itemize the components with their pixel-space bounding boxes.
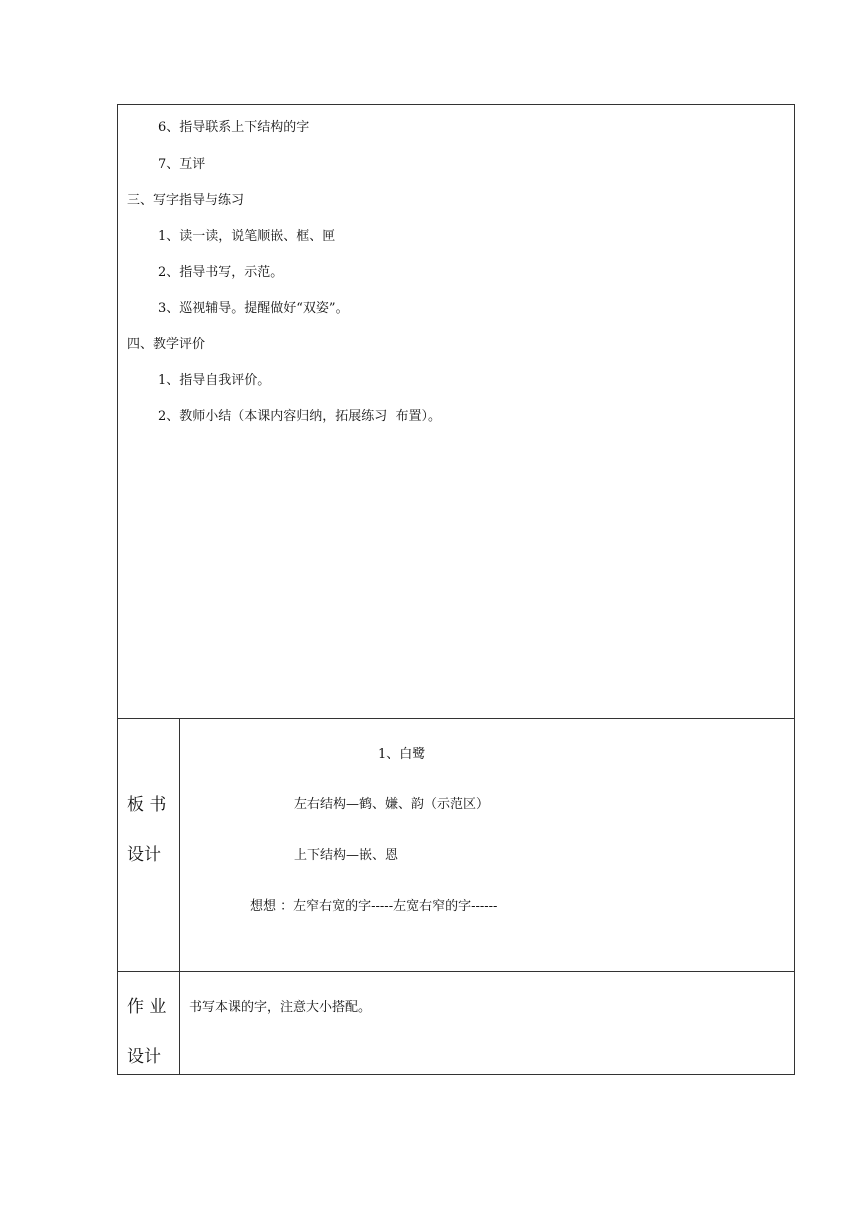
- table-divider-board: [117, 718, 795, 719]
- board-row-left-right: 左右结构—鹤、嫌、韵（示范区）: [294, 797, 490, 812]
- board-design-label-2: 设计: [127, 845, 161, 865]
- section-4-item-2: 2、教师小结（本课内容归纳，拓展练习 布置）。: [158, 409, 442, 424]
- board-row-top-bottom: 上下结构—嵌、恩: [294, 848, 399, 863]
- lesson-table: [117, 104, 795, 1075]
- homework-label-2: 设计: [127, 1047, 161, 1067]
- board-design-label-1: 板 书: [127, 795, 167, 815]
- board-row-think: 想想 ：左窄右宽的字-----左宽右窄的字------: [250, 899, 498, 914]
- section-3-item-3: 3、巡视辅导。提醒做好“双姿”。: [158, 301, 349, 316]
- table-divider-homework: [117, 971, 795, 972]
- section-3-item-2: 2、指导书写，示范。: [158, 265, 284, 280]
- homework-content: 书写本课的字，注意大小搭配。: [189, 1000, 372, 1015]
- section-3-item-1: 1、读一读，说笔顺嵌、框、匣: [158, 229, 336, 244]
- section-4-heading: 四、教学评价: [127, 337, 206, 352]
- step-7: 7、互评: [158, 157, 206, 172]
- homework-label-1: 作 业: [127, 997, 167, 1017]
- label-column-divider: [179, 718, 180, 1075]
- section-4-item-1: 1、指导自我评价。: [158, 373, 271, 388]
- section-3-heading: 三、写字指导与练习: [127, 193, 245, 208]
- step-6: 6、指导联系上下结构的字: [158, 120, 310, 135]
- board-title: 1、白鹭: [378, 747, 426, 762]
